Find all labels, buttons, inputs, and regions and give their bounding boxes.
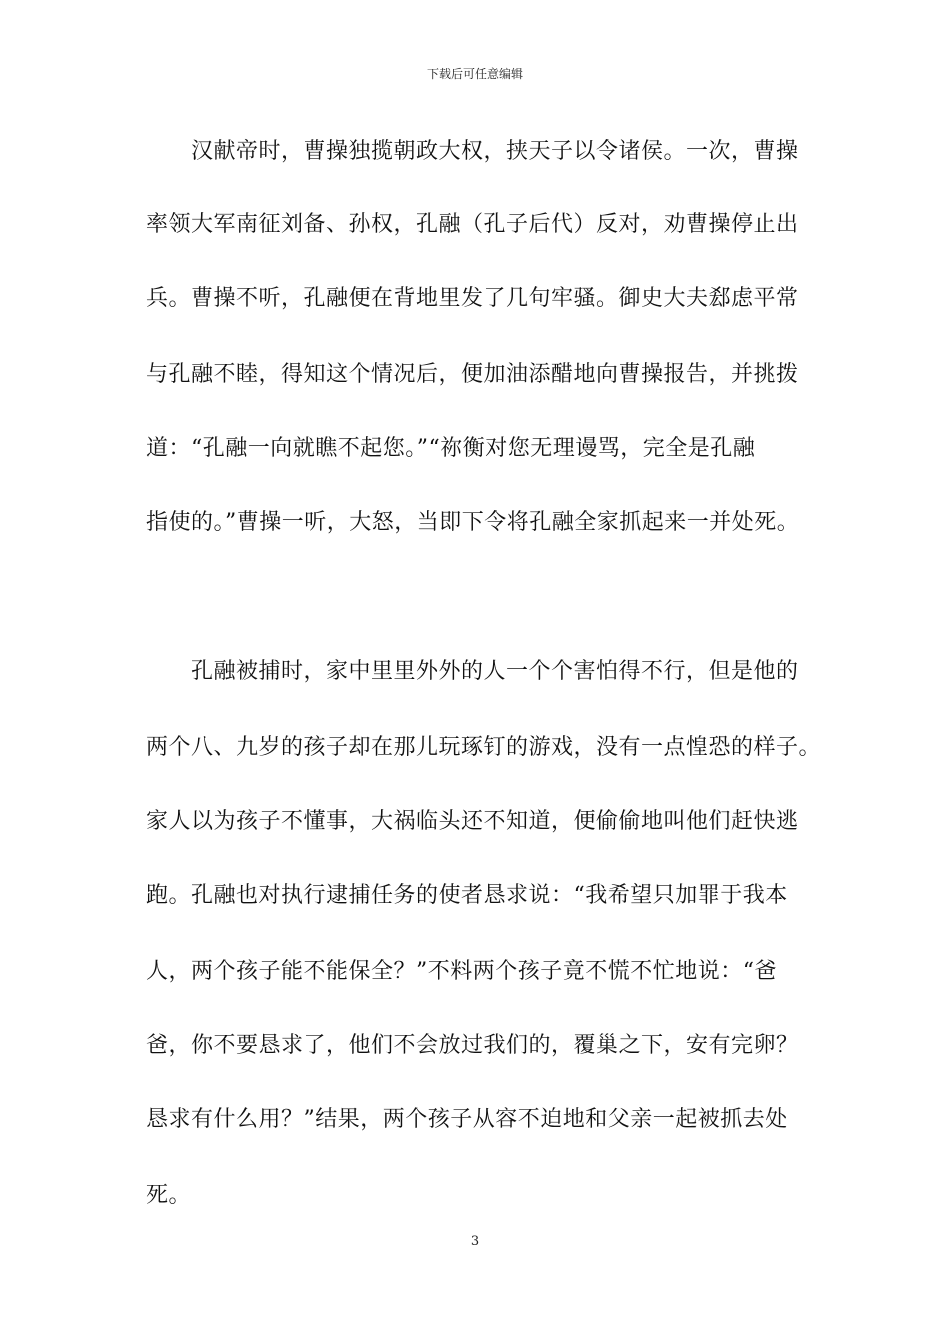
page-number: 3 <box>470 1234 480 1249</box>
text-line: 与孔融不睦，得知这个情况后，便加油添醋地向曹操报告，并挑拨 <box>146 362 799 387</box>
text-line: 跑。孔融也对执行逮捕任务的使者恳求说：“我希望只加罪于我本 <box>146 883 788 908</box>
text-line: 指使的。”曹操一听，大怒，当即下令将孔融全家抓起来一并处死。 <box>146 510 800 535</box>
text-line: 汉献帝时，曹操独揽朝政大权，挟天子以令诸侯。一次，曹操 <box>146 139 799 164</box>
text-line: 恳求有什么用？”结果，两个孩子从容不迫地和父亲一起被抓去处 <box>146 1107 788 1132</box>
text-line: 死。 <box>146 1183 192 1208</box>
text-line: 人，两个孩子能不能保全？”不料两个孩子竟不慌不忙地说：“爸 <box>146 959 777 984</box>
page-header: 下载后可任意编辑 <box>426 67 523 81</box>
text-line: 爸，你不要恳求了，他们不会放过我们的，覆巢之下，安有完卵？ <box>146 1033 799 1058</box>
text-line: 兵。曹操不听，孔融便在背地里发了几句牢骚。御史大夫郄虑平常 <box>146 286 799 311</box>
text-line: 道：“孔融一向就瞧不起您。”“祢衡对您无理谩骂，完全是孔融 <box>146 436 756 461</box>
text-line: 家人以为孩子不懂事，大祸临头还不知道，便偷偷地叫他们赶快逃 <box>146 809 799 834</box>
text-line: 孔融被捕时，家中里里外外的人一个个害怕得不行，但是他的 <box>146 659 799 684</box>
text-line: 两个八、九岁的孩子却在那儿玩琢钉的游戏，没有一点惶恐的样子。 <box>146 735 822 760</box>
text-line: 率领大军南征刘备、孙权，孔融（孔子后代）反对，劝曹操停止出 <box>146 212 799 237</box>
